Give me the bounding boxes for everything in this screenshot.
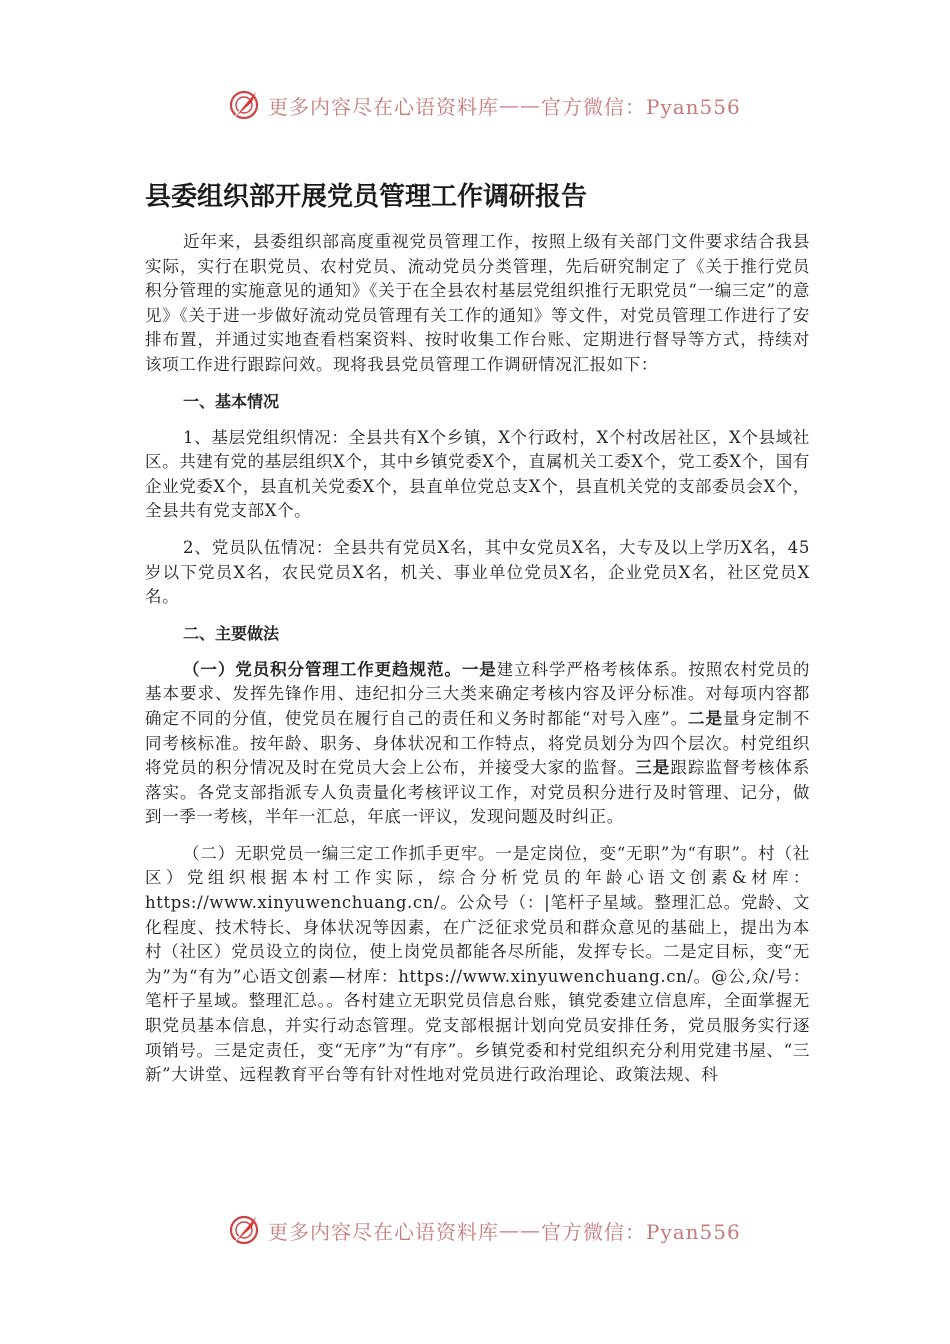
marker-third: 三是 — [635, 758, 671, 778]
text-third: 跟踪监督考核体系落实。各党支部指派专人负责量化考核评议工作，对党员积分进行及时管理、记分，做到一季一考核，半年一汇总，年底一评议，发现问题及时纠正。 — [145, 758, 810, 827]
marker-second: 二是 — [688, 708, 723, 728]
party-members-paragraph: 2、党员队伍情况：全县共有党员X名，其中女党员X名，大专及以上学历X名，45岁以下党员X名，农民党员X名，机关、事业单位党员X名，企业党员X名，社区党员X名。 — [145, 537, 810, 607]
subsection-lead: （一）党员积分管理工作更趋规范。 — [183, 659, 462, 679]
document-title: 县委组织部开展党员管理工作调研报告 — [145, 182, 588, 212]
text-second: 量身定制不同考核标准。按年龄、职务、身体状况和工作特点，将党员划分为四个层次。村党组织将党员的积分情况及时在党员大会上公布，并接受大家的监督。 — [145, 708, 810, 778]
section-heading-basic: 一、基本情况 — [183, 391, 280, 411]
quill-logo-icon — [228, 1213, 262, 1247]
banner-brand: 更多内容尽在心语资料库 — [268, 94, 499, 119]
header-watermark-banner — [0, 80, 950, 130]
quill-logo-icon — [228, 88, 262, 122]
section-heading-practices: 二、主要做法 — [183, 623, 280, 643]
party-org-paragraph: 1、基层党组织情况：全县共有X个乡镇，X个行政村，X个村改居社区，X个县域社区。共建有党的基层组织X个，其中乡镇党委X个，直属机关工委X个，党工委X个，国有企业党委X个，县直机关党委X个，县直单位党总支X个，县直机关党的支部委员会X个，全县共有党支部X个。 — [145, 427, 810, 521]
text-first: 建立科学严格考核体系。按照农村党员的基本要求、发挥先锋作用、违纪扣分三大类来确定考核内容及评分标准。对每项内容都确定不同的分值，使党员在履行自己的责任和义务时都能“对号入座”。 — [145, 659, 810, 728]
banner-contact: 官方微信：Pyan556 — [541, 94, 741, 119]
banner-separator: —— — [499, 93, 541, 117]
intro-paragraph: 近年来，县委组织部高度重视党员管理工作，按照上级有关部门文件要求结合我县实际，实行在职党员、农村党员、流动党员分类管理，先后研究制定了《关于推行党员积分管理的实施意见的通知》《关于在全县农村基层党组织推行无职党员“一编三定”的意见》《关于进一步做好流动党员管理有关工作的通知》等文件，对党员管理工作进行了安排布置，并通过实地查看档案资料、按时收集工作台账、定期进行督导等方式，持续对该项工作进行跟踪问效。现将我县党员管理工作调研情况汇报如下： — [145, 232, 810, 374]
unemployed-members-paragraph: （二）无职党员一编三定工作抓手更牢。一是定岗位，变“无职”为“有职”。村（社区）党组织根据本村工作实际，综合分析党员的年龄心语文创素&材库：https://www.xinyuwenchuang.cn/。公众号（：|笔杆子星域。整理汇总。党龄、文化程度、技术特长、身体状况等因素，在广泛征求党员和群众意见的基础上，提出为本村（社区）党员设立的岗位，使上岗党员都能各尽所能，发挥专长。二是定目标，变“无为”为“有为”心语文创素—材库：https://www.xinyuwenchuang.cn/。@公,众/号：笔杆子星域。整理汇总。。各村建立无职党员信息台账，镇党委建立信息库，全面掌握无职党员基本信息，并实行动态管理。党支部根据计划向党员安排任务，党员服务实行逐项销号。三是定责任，变“无序”为“有序”。乡镇党委和村党组织充分利用党建书屋、“三新”大讲堂、远程教育平台等有针对性地对党员进行政治理论、政策法规、科 — [145, 843, 810, 1085]
marker-first: 一是 — [461, 659, 497, 679]
footer-watermark-banner — [0, 1205, 950, 1255]
points-management-paragraph — [145, 658, 810, 830]
document-body — [145, 230, 810, 1088]
banner-separator: —— — [499, 1218, 541, 1242]
banner-brand: 更多内容尽在心语资料库 — [268, 1219, 499, 1244]
banner-contact: 官方微信：Pyan556 — [541, 1219, 741, 1244]
